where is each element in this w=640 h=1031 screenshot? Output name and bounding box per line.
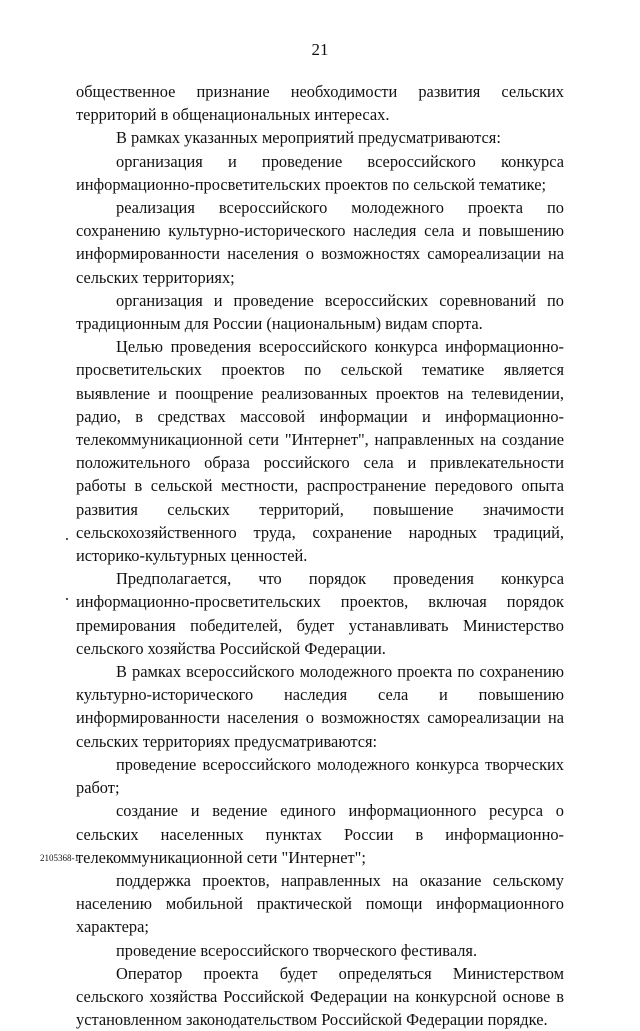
paragraph-13: Оператор проекта будет определяться Министерством сельского хозяйства Российской Федерации на конкурсной основе в установленном законодательством Российской Федерации порядке.: [76, 963, 564, 1030]
paragraph-12: проведение всероссийского творческого фестиваля.: [116, 940, 478, 960]
paragraph-5: организация и проведение всероссийских соревнований по традиционным для России (национальным) видам спорта.: [76, 290, 564, 334]
document-code: 2105368-1: [40, 853, 79, 863]
paragraph-7: Предполагается, что порядок проведения конкурса информационно-просветительских проектов, включая порядок премирования победителей, будет устанавливать Министерство сельского хозяйства Российской Федерации.: [76, 569, 564, 658]
paragraph-1: общественное признание необходимости развития сельских территорий в общенациональных интересах.: [76, 82, 564, 125]
paragraph-9: проведение всероссийского молодежного конкурса творческих работ;: [76, 754, 564, 798]
page-number: 21: [311, 40, 329, 59]
margin-mark: [66, 598, 68, 600]
paragraph-2: В рамках указанных мероприятий предусматриваются:: [116, 128, 501, 148]
document-body: [76, 80, 564, 1031]
margin-mark: [66, 538, 68, 540]
paragraph-10: создание и ведение единого информационного ресурса о сельских населенных пунктах России в информационно-телекоммуникационной сети "Интернет";: [76, 801, 564, 867]
paragraph-4: реализация всероссийского молодежного проекта по сохранению культурно-исторического наследия села и повышению информированности населения о возможностях самореализации на сельских территориях;: [76, 198, 564, 287]
paragraph-8: В рамках всероссийского молодежного проекта по сохранению культурно-исторического наследия села и повышению информированности населения о возможностях самореализации на сельских территориях предусматриваются:: [76, 662, 564, 751]
paragraph-11: поддержка проектов, направленных на оказание сельскому населению мобильной практической помощи информационного характера;: [76, 870, 564, 937]
paragraph-3: организация и проведение всероссийского конкурса информационно-просветительских проектов по сельской тематике;: [76, 151, 564, 194]
paragraph-6: Целью проведения всероссийского конкурса информационно-просветительских проектов по сельской тематике является выявление и поощрение реализованных проектов на телевидении, радио, в средствах массовой информации и информационно-телекоммуникационной сети "Интернет", направленных на создание положительного образа российского села и привлекательности работы в сельской местности, распространение передового опыта развития сельских территорий, повышение значимости сельскохозяйственного труда, сохранение народных традиций, историко-культурных ценностей.: [76, 337, 564, 566]
